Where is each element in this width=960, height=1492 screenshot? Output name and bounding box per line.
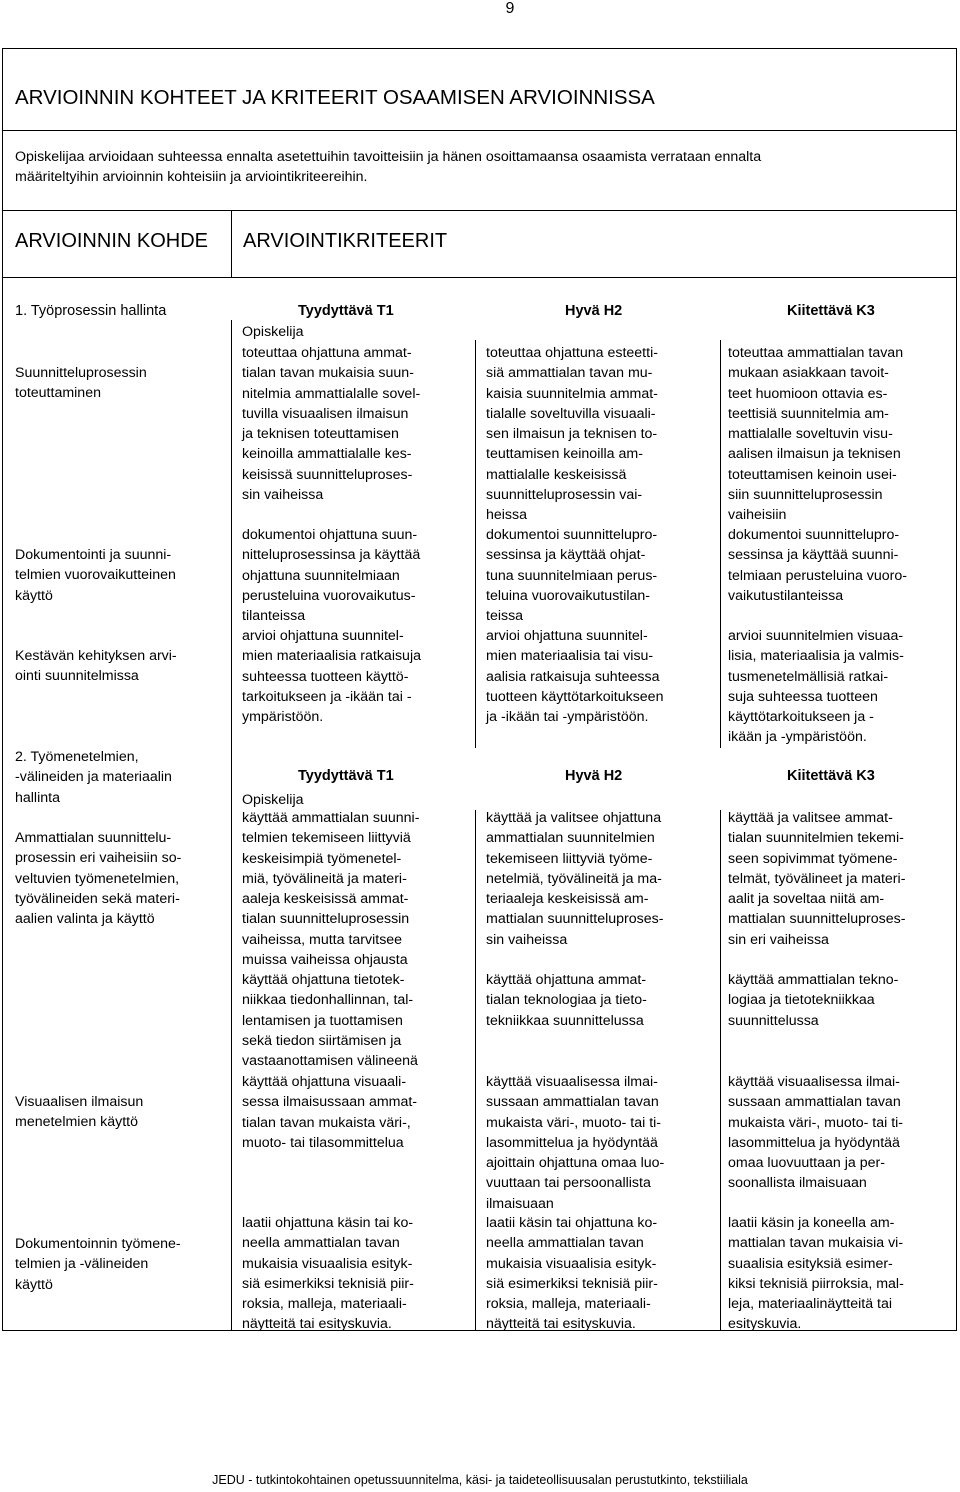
s2-row4-kohde: Dokumentoinnin työmene- telmien ja -välineiden käyttö [15, 1236, 181, 1293]
s1-row1-kohde: Suunnitteluprosessin toteuttaminen [15, 365, 147, 402]
s2-row3-h2: käyttää visuaalisessa ilmai- sussaan ammattialan tavan mukaista väri-, muoto- tai ti- lasommittelua ja hyödyntää ajoittain ohjattuna omaa luo- vuuttaan tai persoonallista ilmaisuaan [486, 1074, 665, 1212]
section1-opiskelija: Opiskelija [242, 324, 304, 340]
s1-row1-k3: toteuttaa ammattialan tavan mukaan asiakkaan tavoit- teet huomioon ottavia es- teettisiä suunnitelmia am- mattialalle soveltuvin visu- aalisen ilmaisun ja teknisen toteuttamisen keinoin usei- siin suunnitteluprosessin vaiheisiin [728, 345, 904, 524]
s1-row2-kohde: Dokumentointi ja suunni- telmien vuorovaikutteinen käyttö [15, 547, 176, 604]
s2-row1-k3: käyttää ja valitsee ammat- tialan suunnitelmien tekemi- seen sopivimmat työmene- telmät, työvälineet ja materi- aalit ja soveltaa niitä am- mattialan suunnitteluproses- sin eri vaiheissa [728, 810, 906, 948]
s1-row3-k3: arvioi suunnitelmien visuaa- lisia, materiaalisia ja valmis- tusmenetelmällisiä ratkai- suja suhteessa tuotteen käyttötarkoitukseen ja - ikään ja -ympäristöön. [728, 628, 904, 746]
s2-row3-t1: käyttää ohjattuna visuaali- sessa ilmaisussaan ammat- tialan tavan mukaista väri-, muoto- tai tilasommittelua [242, 1074, 418, 1151]
s1-row1-t1: toteuttaa ohjattuna ammat- tialan tavan mukaisia suun- nitelmia ammattialalle sovel- tuvilla visuaalisen ilmaisun ja teknisen toteuttamisen keinoilla ammattialalle kes- keisissä suunnitteluproses- sin vaiheissa [242, 345, 421, 504]
page-number: 9 [505, 0, 515, 17]
header-separator [231, 210, 232, 278]
s1-row3-t1: arvioi ohjattuna suunnitel- mien materiaalisia ratkaisuja suhteessa tuotteen käyttö- tarkoitukseen ja -ikään tai - ympäristöön. [242, 628, 421, 726]
section2-title: 2. Työmenetelmien, -välineiden ja materiaalin hallinta [15, 749, 172, 806]
section2-h2-header: Hyvä H2 [565, 768, 623, 784]
page-title: ARVIOINNIN KOHTEET JA KRITEERIT OSAAMISEN ARVIOINNISSA [15, 86, 655, 109]
s2-row4-t1: laatii ohjattuna käsin tai ko- neella ammattialan tavan mukaisia visuaalisia esityk- siä esimerkiksi teknisiä piir- roksia, malleja, materiaali- näytteitä tai esityskuvia. [242, 1215, 414, 1333]
section1-k3-header: Kiitettävä K3 [787, 303, 875, 319]
intro-text: Opiskelijaa arvioidaan suhteessa ennalta asetettuihin tavoitteisiin ja hänen osoittamaansa osaamista verrataan ennalta määriteltyihin arvioinnin kohteisiin ja arviointikriteereihin. [15, 149, 762, 186]
s1-row3-h2: arvioi ohjattuna suunnitel- mien materiaalisia tai visu- aalisia ratkaisuja suhteessa tuotteen käyttötarkoitukseen ja -ikään tai -ympäristöön. [486, 628, 664, 726]
title-divider [2, 130, 957, 131]
section1-t1-header: Tyydyttävä T1 [298, 303, 394, 319]
s2-row1-kohde: Ammattialan suunnittelu- prosessin eri vaiheisiin so- veltuvien työmenetelmien, työvälineiden sekä materi- aalien valinta ja käyttö [15, 830, 182, 928]
s2-row3-k3: käyttää visuaalisessa ilmai- sussaan ammattialan tavan mukaista väri-, muoto- tai ti- lasommittelua ja hyödyntää omaa luovuuttaan ja per- soonallista ilmaisuaan [728, 1074, 904, 1192]
s2-row3-kohde: Visuaalisen ilmaisun menetelmien käyttö [15, 1094, 144, 1131]
header-arviointikriteerit: ARVIOINTIKRITEERIT [243, 230, 448, 252]
s2-row2-t1: käyttää ohjattuna tietotek- niikkaa tiedonhallinnan, tal- lentamisen ja tuottamisen sekä tiedon siirtämisen ja vastaanottamisen välineenä [242, 972, 418, 1070]
page-footer: JEDU - tutkintokohtainen opetussuunnitelma, käsi- ja taideteollisuusalan perustutkinto, tekstiiliala [212, 1473, 748, 1487]
s2-row2-k3: käyttää ammattialan tekno- logiaa ja tietotekniikkaa suunnittelussa [728, 972, 899, 1029]
t1-h2-separator-2 [475, 810, 476, 1331]
s1-row3-kohde: Kestävän kehityksen arvi- ointi suunnitelmissa [15, 648, 177, 685]
section2-t1-header: Tyydyttävä T1 [298, 768, 394, 784]
s2-row1-t1: käyttää ammattialan suunni- telmien tekemiseen liittyviä keskeisimpiä työmenetel- miä, työvälineitä ja materi- aaleja keskeisissä ammat- tialan suunnitteluprosessin vaiheissa, mutta tarvitsee muissa vaiheissa ohjausta [242, 810, 420, 969]
s1-row2-t1: dokumentoi ohjattuna suun- nitteluprosessinsa ja käyttää ohjattuna suunnitelmiaan perusteluina vuorovaikutus- tilanteissa [242, 527, 421, 625]
s2-row2-h2: käyttää ohjattuna ammat- tialan teknologiaa ja tieto- tekniikkaa suunnittelussa [486, 972, 647, 1029]
h2-k3-separator-2 [720, 810, 721, 1331]
section1-h2-header: Hyvä H2 [565, 303, 623, 319]
h2-k3-separator-1 [720, 340, 721, 748]
s1-row2-k3: dokumentoi suunnittelupro- sessinsa ja käyttää suunni- telmiaan perusteluina vuoro- vaikutustilanteissa [728, 527, 908, 604]
section2-k3-header: Kiitettävä K3 [787, 768, 875, 784]
s2-row4-k3: laatii käsin ja koneella am- mattialan tavan mukaisia vi- suaalisia esityksiä esimer- kiksi teknisiä piirroksia, mal- leja, materiaalinäytteitä tai esityskuvia. [728, 1215, 904, 1333]
s2-row1-h2: käyttää ja valitsee ohjattuna ammattialan suunnitelmien tekemiseen liittyviä työme- netelmiä, työvälineitä ja ma- teriaaleja keskeisissä am- mattialan suunnitteluproses- sin vaiheissa [486, 810, 664, 948]
section1-title: 1. Työprosessin hallinta [15, 303, 167, 319]
kohde-column-separator [231, 320, 232, 1331]
s1-row2-h2: dokumentoi suunnittelupro- sessinsa ja käyttää ohjat- tuna suunnitelmiaan perus- teluina vuorovaikutustilan- teissa [486, 527, 658, 625]
t1-h2-separator-1 [475, 340, 476, 748]
header-arvioinnin-kohde: ARVIOINNIN KOHDE [15, 230, 208, 252]
s1-row1-h2: toteuttaa ohjattuna esteetti- siä ammattialan tavan mu- kaisia suunnitelmia ammat- tialalle soveltuvilla visuaali- sen ilmaisun ja teknisen to- teuttamisen keinoilla am- mattialalle keskeisissä suunnitteluprosessin vai- heissa [486, 345, 658, 524]
section2-opiskelija: Opiskelija [242, 792, 304, 808]
s2-row4-h2: laatii käsin tai ohjattuna ko- neella ammattialan tavan mukaisia visuaalisia esityk- siä esimerkiksi teknisiä piir- roksia, malleja, materiaali- näytteitä tai esityskuvia. [486, 1215, 658, 1333]
